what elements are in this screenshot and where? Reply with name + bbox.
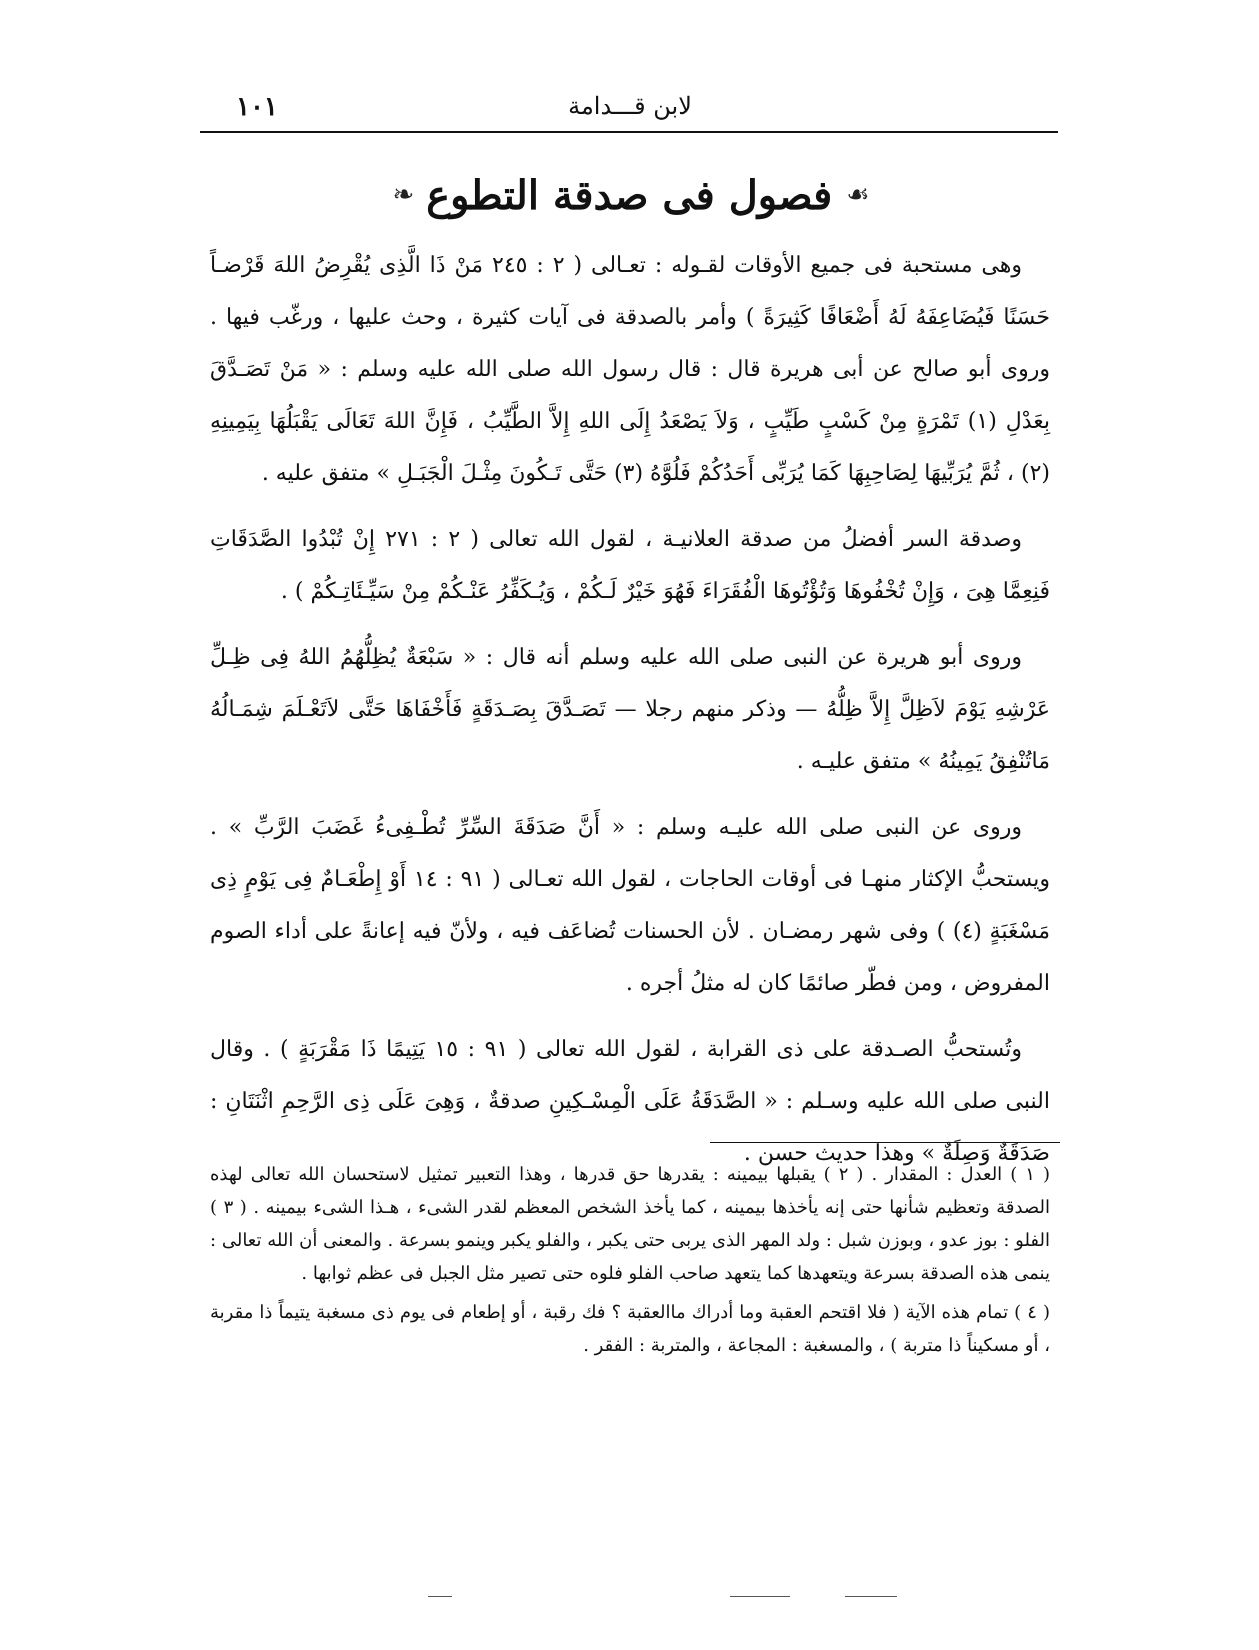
- paragraph: وروى أبو هريرة عن النبى صلى الله عليه وسلم أنه قال : « سَبْعَةٌ يُظِلُّهُمُ اللهُ فِى ظِـلِّ عَرْشِهِ يَوْمَ لاَظِلَّ إِلاَّ ظِلُّهُ — وذكر منهم رجلا — تَصَـدَّقَ بِصَـدَقَةٍ فَأَخْفَاهَا حَتَّى لاَتَعْـلَمَ شِمَـالُهُ مَاتُنْفِقُ يَمِينُهُ » متفق عليـه .: [210, 645, 1050, 774]
- running-header: [200, 92, 1060, 132]
- main-text: [210, 240, 1050, 1194]
- chapter-heading: [200, 160, 1060, 230]
- page-number: ١٠١: [236, 92, 278, 122]
- header-rule: [200, 131, 1058, 133]
- footnote: ( ١ ) العدل : المقدار . ( ٢ ) يقبلها بيمينه : يقدرها حق قدرها ، وهذا التعبير تمثيل لاستحسان الله تعالى لهذه الصدقة وتعظيم شأنها حتى إنه يأخذها بيمينه ، كما يأخذ الشخص المعظم لقدر الشىء ، هـذا الشىء بيمينه . ( ٣ ) الفلو : بوز عدو ، وبوزن شبل : ولد المهر الذى يربى حتى يكبر ، والفلو يكبر وينمو بسرعة . والمعنى أن الله تعالى : ينمى هذه الصدقة بسرعة ويتعهدها كما يتعهد صاحب الفلو فلوه حتى تصير مثل الجبل فى عظم ثوابها .: [210, 1164, 1051, 1284]
- chapter-title: فصول فى صدقة التطوع: [426, 171, 833, 219]
- footnotes: [210, 1158, 1050, 1368]
- ornament-right-icon: ☙: [846, 180, 868, 210]
- running-header-title: لابن قـــدامة: [568, 92, 692, 120]
- paragraph: وتُستحبُّ الصـدقة على ذى القرابة ، لقول الله تعالى ( ٩١ : ١٥ يَتِيمًا ذَا مَقْرَبَةٍ ) . وقال النبى صلى الله عليه وسـلم : « الصَّدَقَةُ عَلَى الْمِسْـكِينِ صدقةٌ ، وَهِىَ عَلَى ذِى الرَّحِمِ اثْنَتَانِ : صَدَقَةٌ وَصِلَةٌ » وهذا حديث حسن .: [210, 1037, 1050, 1166]
- paragraph: وروى عن النبى صلى الله عليـه وسلم : « أَنَّ صَدَقَةَ السِّرِّ تُطْـفِىءُ غَضَبَ الرَّبِّ » . ويستحبُّ الإكثار منهـا فى أوقات الحاجات ، لقول الله تعـالى ( ٩١ : ١٤ أَوْ إِطْعَـامٌ فِى يَوْمٍ ذِى مَسْغَبَةٍ (٤) ) وفى شهر رمضـان . لأن الحسنات تُضاعَف فيه ، ولأنّ فيه إعانةً على أداء الصوم المفروض ، ومن فطّر صائمًا كان له مثلُ أجره .: [210, 815, 1050, 996]
- scan-mark: [845, 1596, 897, 1597]
- scan-mark: [730, 1596, 790, 1597]
- paragraph: وهى مستحبة فى جميع الأوقات لقـوله : تعـالى ( ٢ : ٢٤٥ مَنْ ذَا الَّذِى يُقْرِضُ اللهَ قَرْضـاً حَسَنًا فَيُضَاعِفَهُ لَهُ أَضْعَافًا كَثِيرَةً ) وأمر بالصدقة فى آيات كثيرة ، وحث عليها ، ورغّب فيها . وروى أبو صالح عن أبى هريرة قال : قال رسول الله صلى الله عليه وسلم : « مَنْ تَصَـدَّقَ بِعَدْلِ (١) تَمْرَةٍ مِنْ كَسْبٍ طَيِّبٍ ، وَلاَ يَصْعَدُ إِلَى اللهِ إِلاَّ الطَّيِّبُ ، فَإِنَّ اللهَ تَعَالَى يَقْبَلُهَا بِيَمِينِهِ (٢) ، ثُمَّ يُرَبِّيهَا لِصَاحِبِهَا كَمَا يُرَبِّى أَحَدُكُمْ فَلُوَّهُ (٣) حَتَّى تَـكُونَ مِثْـلَ الْجَبَـلِ » متفق عليه .: [210, 253, 1050, 486]
- footnote: ( ٤ ) تمام هذه الآية ( فلا اقتحم العقبة وما أدراك ماالعقبة ؟ فك رقبة ، أو إطعام فى يوم ذى مسغبة يتيماً ذا مقربة ، أو مسكيناً ذا متربة ) ، والمسغبة : المجاعة ، والمتربة : الفقر .: [210, 1302, 1050, 1356]
- paragraph: وصدقة السر أفضلُ من صدقة العلانيـة ، لقول الله تعالى ( ٢ : ٢٧١ إِنْ تُبْدُوا الصَّدَقَاتِ فَنِعِمَّا هِىَ ، وَإِنْ تُخْفُوهَا وَتُؤْتُوهَا الْفُقَرَاءَ فَهُوَ خَيْرٌ لَـكُمْ ، وَيُـكَفِّرُ عَنْـكُمْ مِنْ سَيِّـئَاتِـكُمْ ) .: [210, 527, 1050, 604]
- footnote-separator: [710, 1142, 1060, 1143]
- scan-artifacts: [0, 1596, 1259, 1606]
- ornament-left-icon: ❧: [392, 180, 413, 210]
- scan-mark: [428, 1596, 452, 1597]
